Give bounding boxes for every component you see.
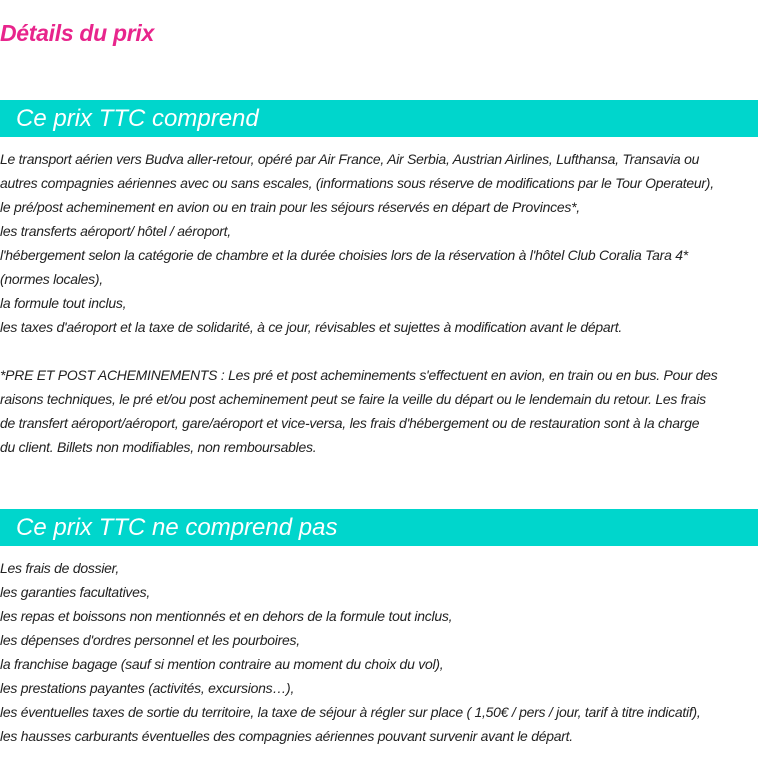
excluded-section-header: Ce prix TTC ne comprend pas (0, 509, 758, 546)
acheminement-note-line: *PRE ET POST ACHEMINEMENTS : Les pré et post acheminements s'effectuent en avion, en train ou en bus. Pour des (0, 367, 718, 383)
excluded-line: les dépenses d'ordres personnel et les pourboires, (0, 632, 300, 648)
included-line: les taxes d'aéroport et la taxe de solidarité, à ce jour, révisables et sujettes à modification avant le départ. (0, 319, 623, 335)
paragraph-spacer (0, 339, 758, 363)
excluded-line: les hausses carburants éventuelles des compagnies aériennes pouvant survenir avant le départ. (0, 728, 573, 744)
included-line: Le transport aérien vers Budva aller-retour, opéré par Air France, Air Serbia, Austrian Airlines, Lufthansa, Transavia ou (0, 151, 700, 167)
included-list (0, 147, 758, 459)
excluded-line: les éventuelles taxes de sortie du territoire, la taxe de séjour à régler sur place ( 1,50€ / pers / jour, tarif à titre indicatif), (0, 704, 701, 720)
included-section-header: Ce prix TTC comprend (0, 100, 758, 137)
included-line: autres compagnies aériennes avec ou sans escales, (informations sous réserve de modifications par le Tour Operateur), (0, 175, 714, 191)
excluded-line: la franchise bagage (sauf si mention contraire au moment du choix du vol), (0, 656, 444, 672)
included-line: (normes locales), (0, 271, 103, 287)
excluded-line: Les frais de dossier, (0, 560, 119, 576)
excluded-line: les repas et boissons non mentionnés et en dehors de la formule tout inclus, (0, 608, 453, 624)
acheminement-note-line: du client. Billets non modifiables, non remboursables. (0, 439, 317, 455)
included-line: le pré/post acheminement en avion ou en train pour les séjours réservés en départ de Provinces*, (0, 199, 580, 215)
included-line: la formule tout inclus, (0, 295, 127, 311)
excluded-list (0, 556, 758, 748)
acheminement-note-line: de transfert aéroport/aéroport, gare/aéroport et vice-versa, les frais d'hébergement ou de restauration sont à la charge (0, 415, 700, 431)
included-line: l'hébergement selon la catégorie de chambre et la durée choisies lors de la réservation à l'hôtel Club Coralia Tara 4* (0, 247, 688, 263)
included-line: les transferts aéroport/ hôtel / aéroport, (0, 223, 231, 239)
excluded-line: les prestations payantes (activités, excursions…), (0, 680, 295, 696)
excluded-line: les garanties facultatives, (0, 584, 151, 600)
acheminement-note-line: raisons techniques, le pré et/ou post acheminement peut se faire la veille du départ ou le lendemain du retour. Les frais (0, 391, 706, 407)
page-title: Détails du prix (0, 20, 154, 46)
